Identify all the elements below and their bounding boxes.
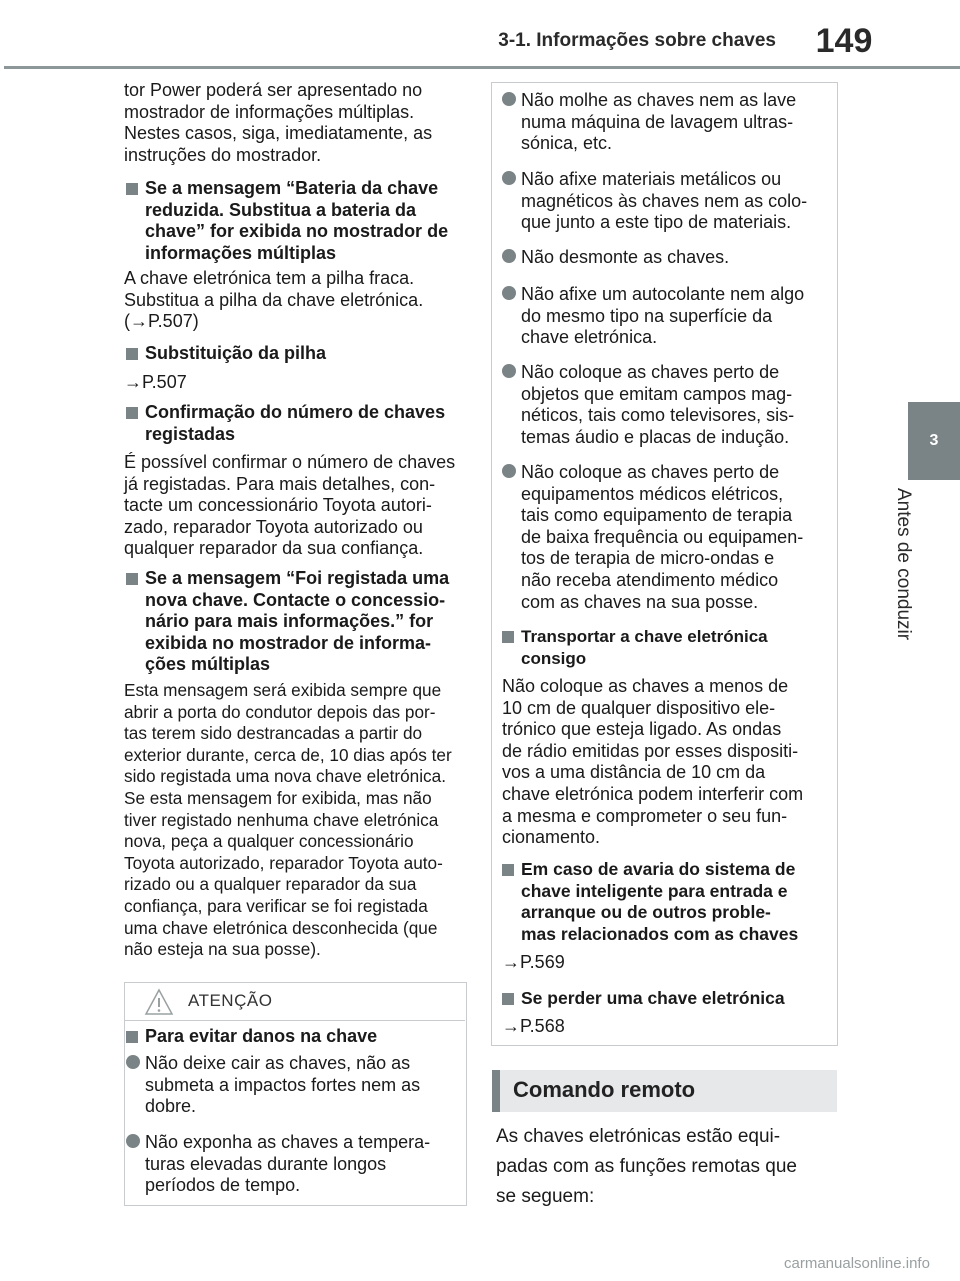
circle-bullet-icon <box>502 249 516 263</box>
circle-bullet-icon <box>126 1134 140 1148</box>
text-line: tacte um concessionário Toyota autori- <box>124 495 432 516</box>
square-bullet-icon <box>126 407 138 419</box>
text-line: Se a mensagem “Bateria da chave <box>145 178 439 198</box>
text-line: sido registada uma nova chave eletrónica. <box>124 766 446 787</box>
text-line: nova, peça a qualquer concessionário <box>124 831 414 852</box>
text-line: Toyota autorizado, reparador Toyota auto- <box>124 852 443 873</box>
text-line: Se esta mensagem for exibida, mas não <box>124 787 432 808</box>
circle-bullet-icon <box>502 464 516 478</box>
text-line: (→P.507) <box>124 311 199 332</box>
text-line: de rádio emitidas por esses dispositi- <box>502 740 799 761</box>
text-line: equipamentos médicos elétricos, <box>521 483 784 504</box>
square-bullet-icon <box>126 183 138 195</box>
text-line: informações múltiplas <box>145 242 337 263</box>
text-line: exibida no mostrador de informa- <box>145 632 432 653</box>
text-line: tiver registado nenhuma chave eletrónica <box>124 809 439 830</box>
header-divider <box>4 66 960 69</box>
text-line: Substitua a pilha da chave eletrónica. <box>124 289 424 310</box>
text-line: tas terem sido destrancadas a partir do <box>124 723 423 744</box>
text-line: arranque ou de outros proble- <box>521 902 771 923</box>
text-line: reduzida. Substitua a bateria da <box>145 199 417 220</box>
circle-bullet-icon <box>502 364 516 378</box>
page-number: 149 <box>815 22 873 60</box>
text-line: 10 cm de qualquer dispositivo ele- <box>502 697 776 718</box>
text-line: abrir a porta do condutor depois das por- <box>124 701 436 722</box>
text-line: tais como equipamento de terapia <box>521 505 793 526</box>
page-reference-link[interactable]: →P.568 <box>502 1016 565 1036</box>
text-line: Confirmação do número de chaves <box>145 402 446 422</box>
warning-box-header <box>124 982 465 1021</box>
heading-text: Para evitar danos na chave <box>145 1026 378 1046</box>
text-line: ções múltiplas <box>145 654 271 675</box>
square-bullet-icon <box>502 864 514 876</box>
text-line: padas com as funções remotas que <box>496 1156 798 1177</box>
heading-text: Se perder uma chave eletrónica <box>521 988 785 1008</box>
text-line: qualquer reparador da sua confiança. <box>124 538 424 559</box>
text-line: exterior durante, cerca de, 10 dias após ter <box>124 744 452 765</box>
text-line: que junto a este tipo de materiais. <box>521 212 792 233</box>
text-line: vos a uma distância de 10 cm da <box>502 762 766 783</box>
text-line: objetos que emitam campos mag- <box>521 383 793 404</box>
section-header-accent <box>492 1070 500 1112</box>
text-line: de baixa frequência ou equipamen- <box>521 526 804 547</box>
text-line: com as chaves na sua posse. <box>521 591 759 612</box>
text-line: já registadas. Para mais detalhes, con- <box>124 473 436 494</box>
chapter-number-tab <box>908 402 960 480</box>
chapter-label-container <box>884 488 924 668</box>
text-line: períodos de tempo. <box>145 1175 301 1196</box>
text-line: rizado ou a qualquer reparador da sua <box>124 874 417 895</box>
circle-bullet-icon <box>126 1055 140 1069</box>
chapter-label: Antes de conduzir <box>893 488 914 641</box>
text-line: sónica, etc. <box>521 133 613 154</box>
text-line: Nestes casos, siga, imediatamente, as <box>124 123 433 144</box>
warning-triangle-icon <box>144 988 174 1016</box>
text-line: Se a mensagem “Foi registada uma <box>145 568 450 588</box>
text-line: A chave eletrónica tem a pilha fraca. <box>124 268 415 288</box>
text-line: Não coloque as chaves perto de <box>521 462 780 482</box>
key-count-paragraph <box>124 452 466 560</box>
text-line: Não coloque as chaves perto de <box>521 362 780 382</box>
heading-text: Substituição da pilha <box>145 343 327 363</box>
text-line: Transportar a chave eletrónica <box>521 627 768 646</box>
text-line: nário para mais informações.” for <box>145 611 434 632</box>
text-line: uma chave eletrónica desconhecida (que <box>124 917 438 938</box>
text-line: zado, reparador Toyota autorizado ou <box>124 516 423 537</box>
text-line: se seguem: <box>496 1186 595 1207</box>
text-line: Não coloque as chaves a menos de <box>502 676 789 696</box>
page-reference-link[interactable]: →P.507 <box>124 372 187 392</box>
text-line: chave eletrónica. <box>521 327 658 348</box>
text-line: chave” for exibida no mostrador de <box>145 221 449 242</box>
text-line: É possível confirmar o número de chaves <box>124 452 456 472</box>
square-bullet-icon <box>502 993 514 1005</box>
square-bullet-icon <box>126 573 138 585</box>
text-line: confiança, para verificar se foi registada <box>124 895 428 916</box>
square-bullet-icon <box>126 348 138 360</box>
text-line: chave inteligente para entrada e <box>521 880 788 901</box>
page-reference-link[interactable]: →P.569 <box>502 952 565 972</box>
text-line: mas relacionados com as chaves <box>521 923 799 944</box>
text-line: Não afixe materiais metálicos ou <box>521 169 782 189</box>
text-line: néticos, tais como televisores, sis- <box>521 405 795 426</box>
text-line: do mesmo tipo na superfície da <box>521 305 773 326</box>
text-line: As chaves eletrónicas estão equi- <box>496 1126 781 1147</box>
text-line: submeta a impactos fortes nem as <box>145 1074 421 1095</box>
text-line: a mesma e comprometer o seu fun- <box>502 805 788 826</box>
text-line: Não molhe as chaves nem as lave <box>521 90 797 110</box>
new-key-paragraph <box>124 680 466 961</box>
square-bullet-icon <box>502 631 514 643</box>
intro-paragraph <box>124 80 466 166</box>
text-line: chave eletrónica podem interferir com <box>502 783 804 804</box>
text-line: instruções do mostrador. <box>124 144 322 165</box>
circle-bullet-icon <box>502 92 516 106</box>
text-line: cionamento. <box>502 827 601 848</box>
page-header-title: 3-1. Informações sobre chaves <box>498 30 776 51</box>
text-line: não receba atendimento médico <box>521 569 779 590</box>
text-line: registadas <box>145 423 236 444</box>
text-line: Não deixe cair as chaves, não as <box>145 1053 411 1073</box>
text-line: consigo <box>521 648 587 668</box>
text-line: numa máquina de lavagem ultras- <box>521 111 794 132</box>
text-line: Em caso de avaria do sistema de <box>521 859 796 879</box>
battery-paragraph <box>124 268 466 333</box>
text-line: nova chave. Contacte o concessio- <box>145 589 446 610</box>
text-line: magnéticos às chaves nem as colo- <box>521 190 808 211</box>
chapter-number: 3 <box>929 432 939 449</box>
square-bullet-icon <box>126 1031 138 1043</box>
text-line: tor Power poderá ser apresentado no <box>124 80 423 100</box>
circle-bullet-icon <box>502 171 516 185</box>
section-body <box>496 1122 841 1212</box>
text-line: Não exponha as chaves a tempera- <box>145 1132 431 1152</box>
text-line: trónico que esteja ligado. As ondas <box>502 719 782 740</box>
text-line: Não desmonte as chaves. <box>521 247 730 267</box>
text-line: mostrador de informações múltiplas. <box>124 101 415 122</box>
text-line: tos de terapia de micro-ondas e <box>521 548 775 569</box>
circle-bullet-icon <box>502 286 516 300</box>
warning-title: ATENÇÃO <box>188 991 273 1010</box>
section-title: Comando remoto <box>513 1077 696 1102</box>
text-line: temas áudio e placas de indução. <box>521 426 790 447</box>
text-line: dobre. <box>145 1096 197 1117</box>
text-line: Esta mensagem será exibida sempre que <box>124 680 442 700</box>
carry-key-paragraph <box>502 676 832 849</box>
text-line: não esteja na sua posse). <box>124 939 321 960</box>
text-line: Não afixe um autocolante nem algo <box>521 284 805 304</box>
text-line: turas elevadas durante longos <box>145 1153 387 1174</box>
watermark: carmanualsonline.info <box>784 1255 930 1272</box>
